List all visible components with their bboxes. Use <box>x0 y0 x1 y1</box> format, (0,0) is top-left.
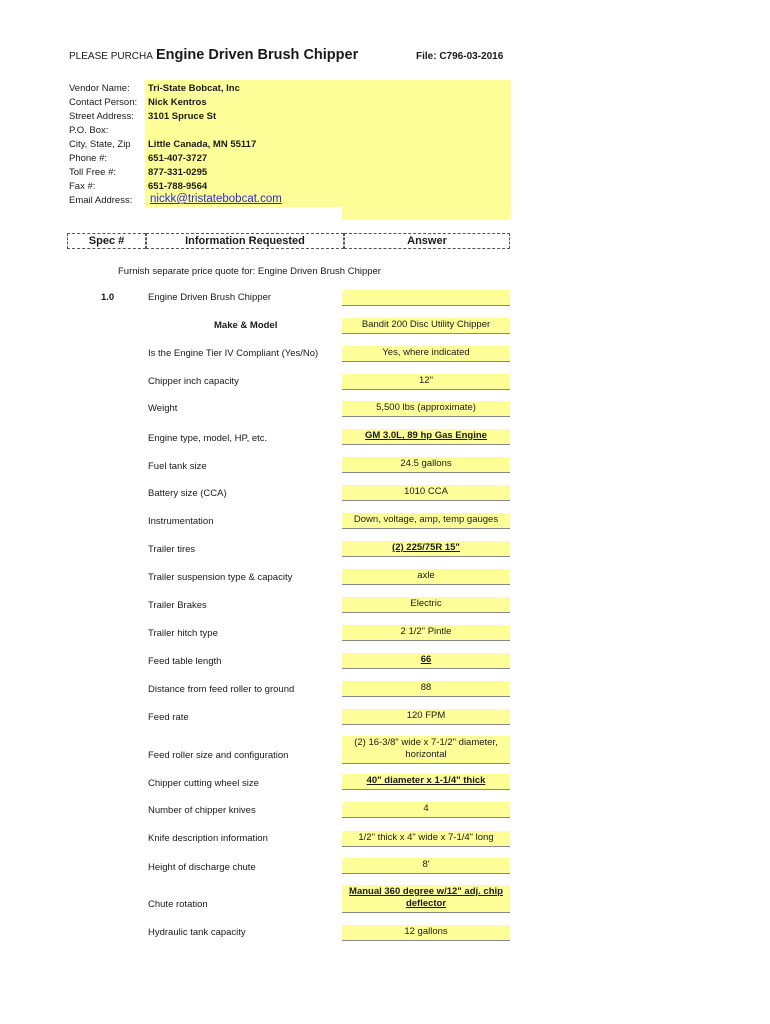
fax-value: 651-788-9564 <box>148 181 208 192</box>
street-address-label: Street Address: <box>69 111 134 122</box>
toll-free-label: Toll Free #: <box>69 167 116 178</box>
vendor-name-label: Vendor Name: <box>69 83 130 94</box>
question-feed-table-length: Feed table length <box>148 656 222 667</box>
phone-label: Phone #: <box>69 153 108 164</box>
question-discharge-chute-height: Height of discharge chute <box>148 862 256 873</box>
question-knife-description: Knife description information <box>148 833 268 844</box>
contact-person-label: Contact Person: <box>69 97 138 108</box>
answer-feed-table-length[interactable]: 66 <box>342 653 510 669</box>
answer-tier-iv[interactable]: Yes, where indicated <box>342 346 510 362</box>
answer-discharge-chute-height[interactable]: 8' <box>342 858 510 874</box>
question-feed-roller-distance: Distance from feed roller to ground <box>148 684 295 695</box>
answer-feed-roller-distance[interactable]: 88 <box>342 681 510 697</box>
answer-column-header: Answer <box>344 233 510 249</box>
answer-engine[interactable]: GM 3.0L, 89 hp Gas Engine <box>342 429 510 445</box>
question-battery: Battery size (CCA) <box>148 488 227 499</box>
question-feed-rate: Feed rate <box>148 712 189 723</box>
vendor-blank-cell <box>145 207 342 220</box>
contact-person-value: Nick Kentros <box>148 97 207 108</box>
answer-knife-description[interactable]: 1/2" thick x 4" wide x 7-1/4" long <box>342 831 510 847</box>
question-weight: Weight <box>148 403 178 414</box>
email-label: Email Address: <box>69 195 133 206</box>
city-state-zip-label: City, State, Zip <box>69 139 131 150</box>
question-fuel-tank: Fuel tank size <box>148 461 207 472</box>
answer-chipper-capacity[interactable]: 12" <box>342 374 510 390</box>
toll-free-value: 877-331-0295 <box>148 167 208 178</box>
table-header <box>67 233 510 248</box>
answer-feed-rate[interactable]: 120 FPM <box>342 709 510 725</box>
question-tier-iv: Is the Engine Tier IV Compliant (Yes/No) <box>148 348 319 359</box>
answer-hydraulic-tank[interactable]: 12 gallons <box>342 925 510 941</box>
question-hydraulic-tank: Hydraulic tank capacity <box>148 927 246 938</box>
question-make-model: Make & Model <box>214 320 278 331</box>
question-trailer-tires: Trailer tires <box>148 544 196 555</box>
page-title: Engine Driven Brush Chipper <box>156 47 359 63</box>
answer-weight[interactable]: 5,500 lbs (approximate) <box>342 401 510 417</box>
answer-chute-rotation[interactable] <box>342 885 510 913</box>
question-knife-count: Number of chipper knives <box>148 805 256 816</box>
answer-cutting-wheel[interactable]: 40" diameter x 1-1/4" thick <box>342 774 510 790</box>
answer-make-model[interactable]: Bandit 200 Disc Utility Chipper <box>342 318 510 334</box>
purchase-label: PLEASE PURCHA <box>69 51 153 62</box>
section-answer-field[interactable] <box>342 290 510 306</box>
street-address-value: 3101 Spruce St <box>148 111 217 122</box>
answer-trailer-tires[interactable]: (2) 225/75R 15" <box>342 541 510 557</box>
phone-value: 651-407-3727 <box>148 153 208 164</box>
po-box-label: P.O. Box: <box>69 125 109 136</box>
section-title: Engine Driven Brush Chipper <box>148 292 272 303</box>
answer-feed-roller-size-line1: (2) 16-3/8" wide x 7-1/2" diameter, <box>354 737 498 748</box>
question-chipper-capacity: Chipper inch capacity <box>148 376 239 387</box>
vendor-name-value: Tri-State Bobcat, Inc <box>148 83 240 94</box>
answer-knife-count[interactable]: 4 <box>342 802 510 818</box>
question-instrumentation: Instrumentation <box>148 516 214 527</box>
answer-fuel-tank[interactable]: 24.5 gallons <box>342 457 510 473</box>
question-trailer-brakes: Trailer Brakes <box>148 600 207 611</box>
file-number: File: C796-03-2016 <box>416 51 504 62</box>
answer-instrumentation[interactable]: Down, voltage, amp, temp gauges <box>342 513 510 529</box>
question-trailer-suspension: Trailer suspension type & capacity <box>148 572 293 583</box>
email-link[interactable]: nickk@tristatebobcat.com <box>150 193 282 205</box>
answer-feed-roller-size-line2: horizontal <box>405 749 447 760</box>
answer-battery[interactable]: 1010 CCA <box>342 485 510 501</box>
fax-label: Fax #: <box>69 181 96 192</box>
section-number: 1.0 <box>101 292 115 303</box>
question-chute-rotation: Chute rotation <box>148 899 208 910</box>
question-engine: Engine type, model, HP, etc. <box>148 433 268 444</box>
answer-chute-rotation-line1: Manual 360 degree w/12" adj. chip <box>349 886 503 897</box>
spec-column-header: Spec # <box>67 233 146 249</box>
intro-text: Furnish separate price quote for: Engine Driven Brush Chipper <box>118 266 381 277</box>
question-trailer-hitch: Trailer hitch type <box>148 628 218 639</box>
answer-chute-rotation-line2: deflector <box>405 898 447 909</box>
answer-trailer-suspension[interactable]: axle <box>342 569 510 585</box>
question-feed-roller-size: Feed roller size and configuration <box>148 750 289 761</box>
answer-trailer-hitch[interactable]: 2 1/2" Pintle <box>342 625 510 641</box>
answer-trailer-brakes[interactable]: Electric <box>342 597 510 613</box>
answer-feed-roller-size[interactable] <box>342 736 510 764</box>
question-cutting-wheel: Chipper cutting wheel size <box>148 778 259 789</box>
city-state-zip-value: Little Canada, MN 55117 <box>148 139 257 150</box>
info-column-header: Information Requested <box>146 233 344 249</box>
